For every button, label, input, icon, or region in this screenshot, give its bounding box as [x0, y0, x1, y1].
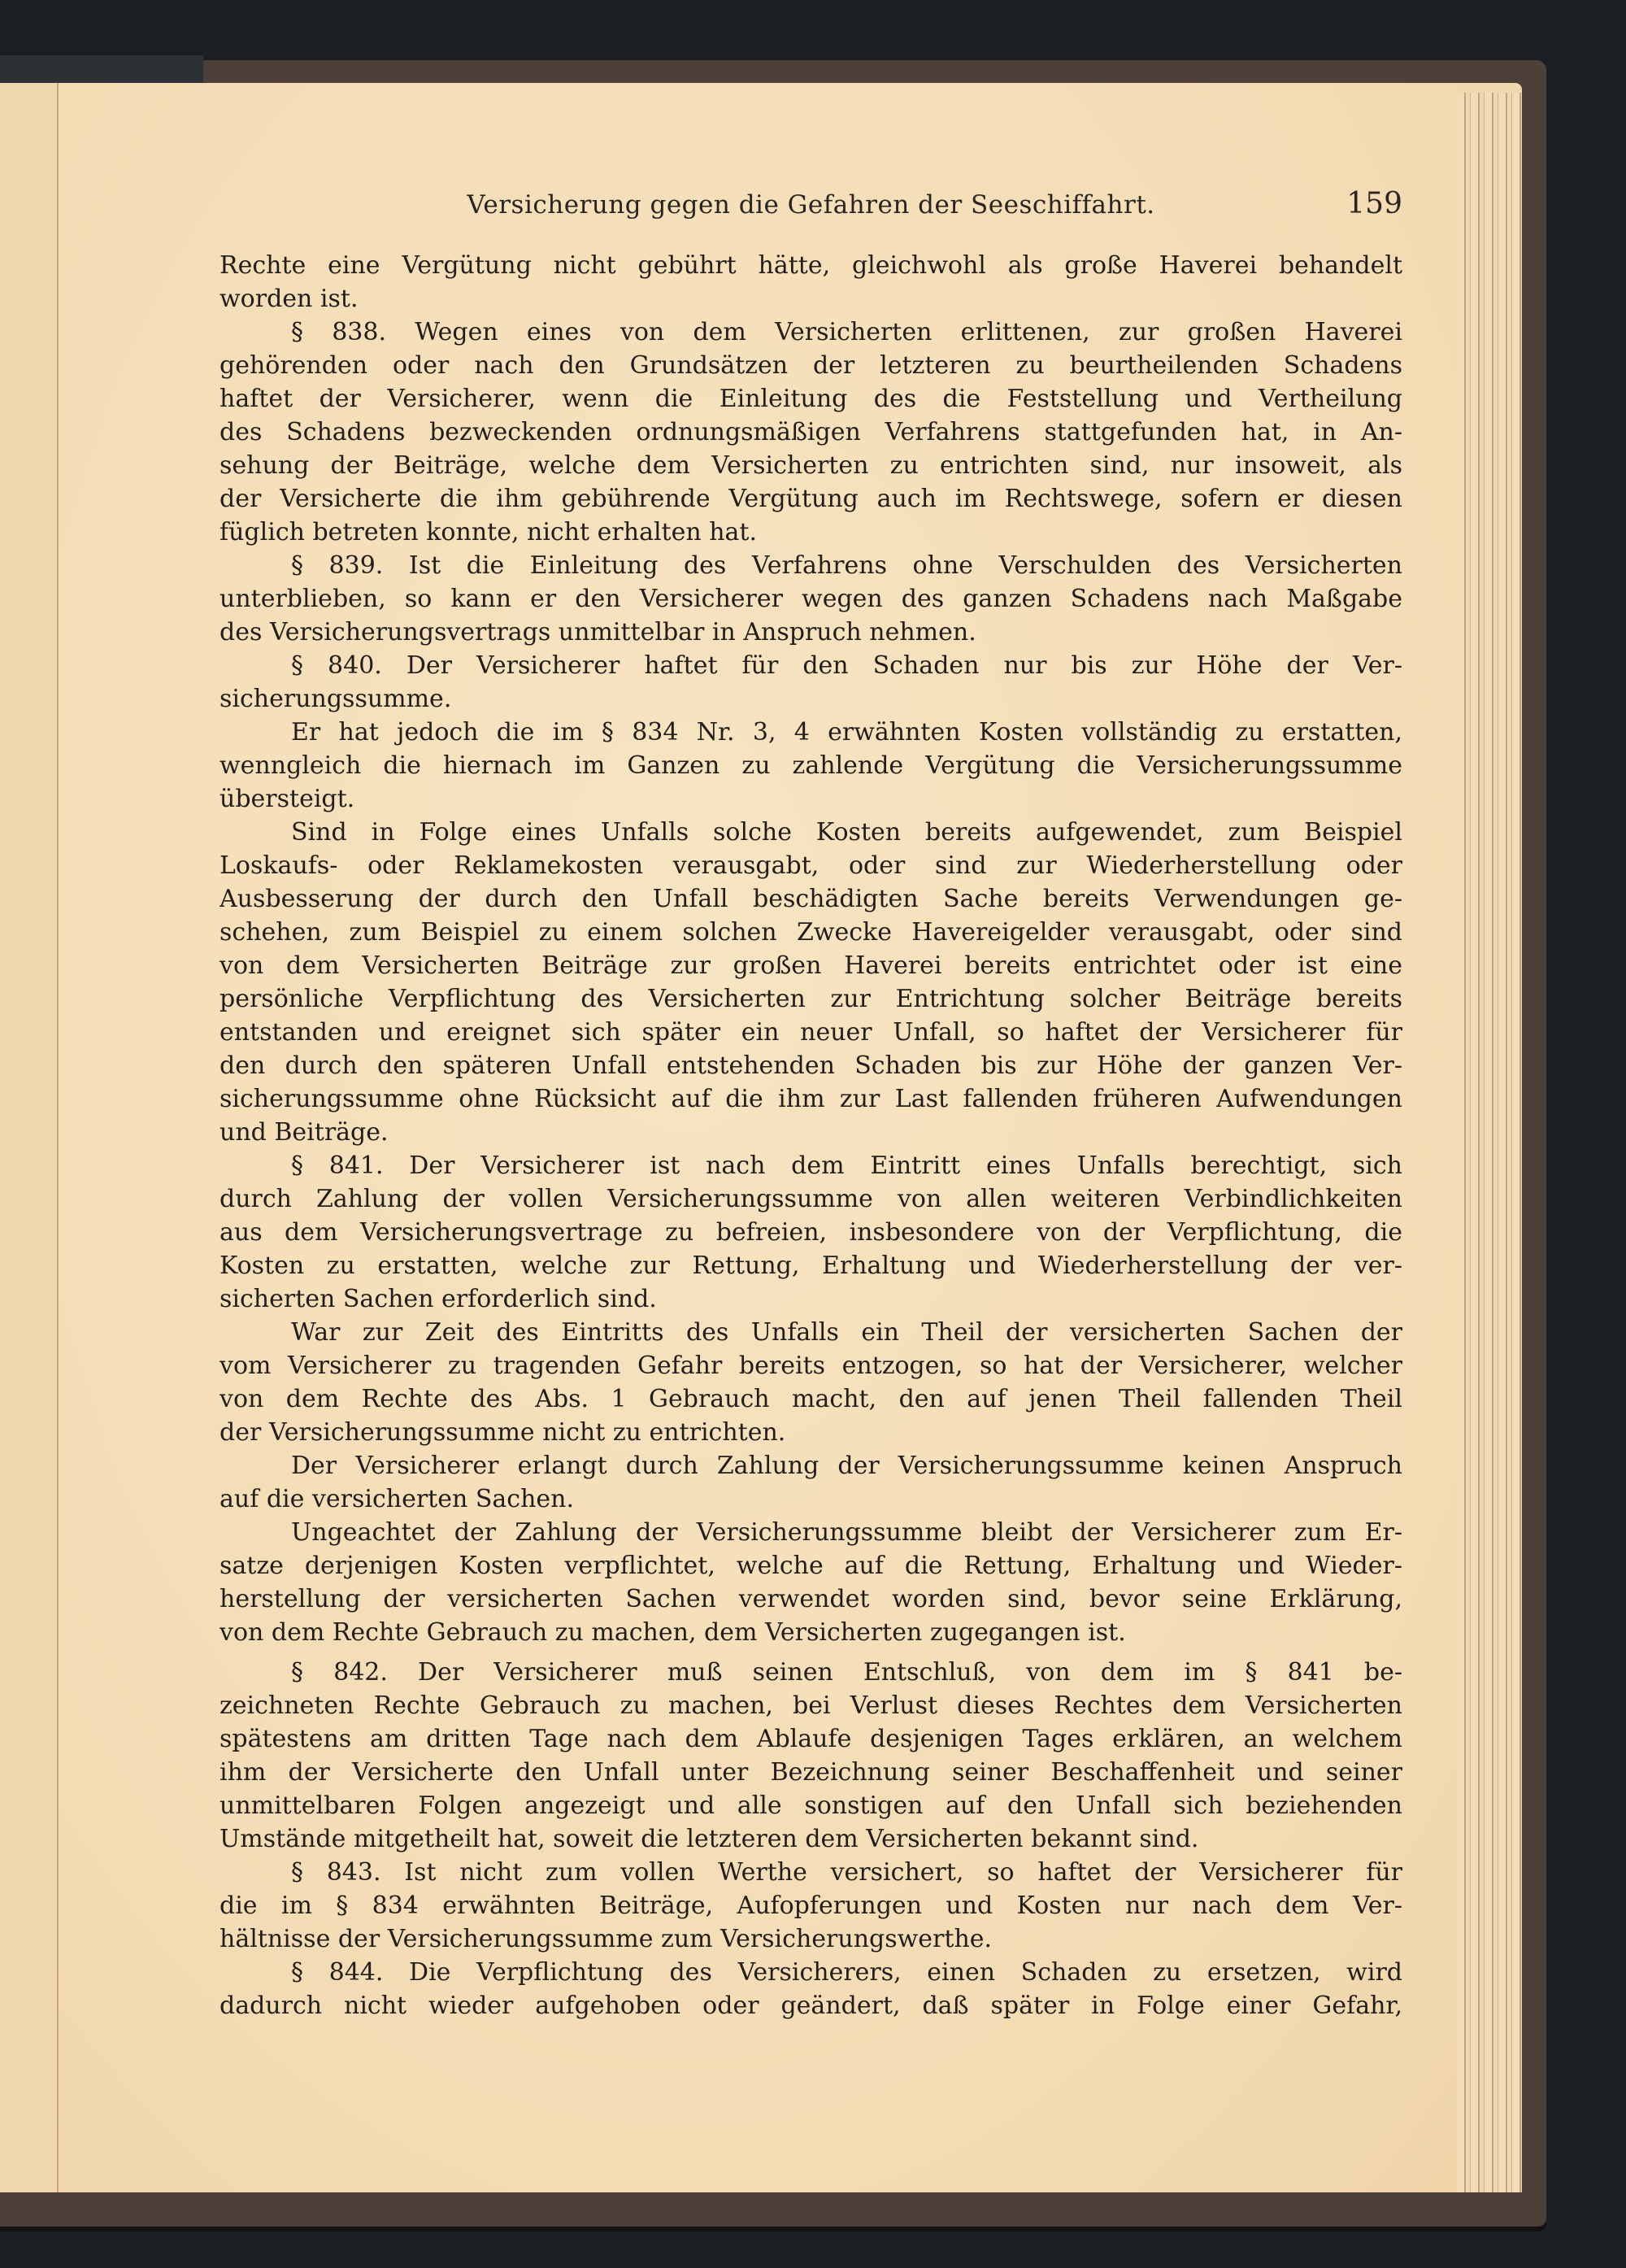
text-line: dadurch nicht wieder aufgehoben oder geändert, daß später in Folge einer Gefahr, — [220, 1992, 1402, 2020]
text-line: vom Versicherer zu tragenden Gefahr bereits entzogen, so hat der Versicherer, welcher — [220, 1352, 1402, 1380]
text-line: den durch den späteren Unfall entstehenden Schaden bis zur Höhe der ganzen Ver- — [220, 1051, 1402, 1080]
text-line: des Versicherungsvertrags unmittelbar in Anspruch nehmen. — [220, 618, 976, 646]
running-title: Versicherung gegen die Gefahren der Seeschiffahrt. — [467, 190, 1155, 220]
text-line: Ausbesserung der durch den Unfall beschädigten Sache bereits Verwendungen ge- — [220, 885, 1402, 913]
text-line: Sind in Folge eines Unfalls solche Kosten bereits aufgewendet, zum Beispiel — [291, 818, 1402, 847]
page-number: 159 — [1346, 187, 1402, 220]
book-spine-edge — [0, 55, 203, 85]
text-line: aus dem Versicherungsvertrage zu befreien, insbesondere von der Verpflichtung, die — [220, 1218, 1402, 1247]
text-line: zeichneten Rechte Gebrauch zu machen, bei Verlust dieses Rechtes dem Versicherten — [220, 1691, 1402, 1720]
text-line: gehörenden oder nach den Grundsätzen der letzteren zu beurtheilenden Schadens — [220, 351, 1402, 380]
text-line: Umstände mitgetheilt hat, soweit die letzteren dem Versicherten bekannt sind. — [220, 1825, 1199, 1853]
paragraph-gap — [220, 1649, 1402, 1656]
text-line: übersteigt. — [220, 785, 355, 813]
text-line: schehen, zum Beispiel zu einem solchen Zwecke Havereigelder verausgabt, oder sind — [220, 918, 1402, 947]
text-line: durch Zahlung der vollen Versicherungssumme von allen weiteren Verbindlichkeiten — [220, 1185, 1402, 1213]
text-line: wenngleich die hiernach im Ganzen zu zahlende Vergütung die Versicherungssumme — [220, 751, 1402, 780]
text-line: unmittelbaren Folgen angezeigt und alle sonstigen auf den Unfall sich beziehenden — [220, 1791, 1402, 1820]
text-line: Der Versicherer erlangt durch Zahlung der Versicherungssumme keinen Anspruch — [291, 1452, 1402, 1480]
page-header — [220, 184, 1402, 224]
text-line: § 839. Ist die Einleitung des Verfahrens ohne Verschulden des Versicherten — [291, 551, 1402, 580]
text-line: § 842. Der Versicherer muß seinen Entschluß, von dem im § 841 be- — [291, 1658, 1402, 1687]
text-line: § 844. Die Verpflichtung des Versicherers, einen Schaden zu ersetzen, wird — [291, 1958, 1402, 1987]
text-line: haftet der Versicherer, wenn die Einleitung des die Feststellung und Vertheilung — [220, 385, 1402, 413]
text-line: § 838. Wegen eines von dem Versicherten erlittenen, zur großen Haverei — [291, 318, 1402, 346]
text-line: von dem Versicherten Beiträge zur großen Haverei bereits entrichtet oder ist eine — [220, 951, 1402, 980]
text-line: sehung der Beiträge, welche dem Versicherten zu entrichten sind, nur insoweit, als — [220, 451, 1402, 480]
text-line: sicherungssumme ohne Rücksicht auf die ihm zur Last fallenden früheren Aufwendungen — [220, 1085, 1402, 1113]
text-line: hältnisse der Versicherungssumme zum Versicherungswerthe. — [220, 1925, 993, 1953]
text-line: § 841. Der Versicherer ist nach dem Eintritt eines Unfalls berechtigt, sich — [291, 1151, 1402, 1180]
text-line: spätestens am dritten Tage nach dem Ablaufe desjenigen Tages erklären, an welchem — [220, 1725, 1402, 1753]
text-line: Er hat jedoch die im § 834 Nr. 3, 4 erwähnten Kosten vollständig zu erstatten, — [291, 718, 1402, 747]
text-line: unterblieben, so kann er den Versicherer wegen des ganzen Schadens nach Maßgabe — [220, 585, 1402, 613]
text-line: füglich betreten konnte, nicht erhalten hat. — [220, 518, 758, 546]
text-line: auf die versicherten Sachen. — [220, 1485, 575, 1513]
text-line: persönliche Verpflichtung des Versicherten zur Entrichtung solcher Beiträge bereits — [220, 985, 1402, 1013]
text-line: Rechte eine Vergütung nicht gebührt hätte, gleichwohl als große Haverei behandelt — [220, 251, 1402, 280]
text-line: entstanden und ereignet sich später ein neuer Unfall, so haftet der Versicherer für — [220, 1018, 1402, 1047]
page-block-edges — [1457, 93, 1522, 2192]
text-line: des Schadens bezweckenden ordnungsmäßigen Verfahrens stattgefunden hat, in An- — [220, 418, 1402, 446]
text-line: § 840. Der Versicherer haftet für den Schaden nur bis zur Höhe der Ver- — [291, 651, 1402, 680]
text-line: sicherungssumme. — [220, 685, 452, 713]
text-line: worden ist. — [220, 285, 359, 313]
page-body-text — [220, 249, 1402, 2022]
text-line: Kosten zu erstatten, welche zur Rettung, Erhaltung und Wiederherstellung der ver- — [220, 1252, 1402, 1280]
text-line: Loskaufs- oder Reklamekosten verausgabt, oder sind zur Wiederherstellung oder — [220, 851, 1402, 880]
text-line: von dem Rechte des Abs. 1 Gebrauch macht, den auf jenen Theil fallenden Theil — [220, 1385, 1402, 1413]
text-line: ihm der Versicherte den Unfall unter Bezeichnung seiner Beschaffenheit und seiner — [220, 1758, 1402, 1787]
text-line: die im § 834 erwähnten Beiträge, Aufopferungen und Kosten nur nach dem Ver- — [220, 1891, 1402, 1920]
text-line: von dem Rechte Gebrauch zu machen, dem Versicherten zugegangen ist. — [220, 1618, 1126, 1647]
text-line: War zur Zeit des Eintritts des Unfalls ein Theil der versicherten Sachen der — [291, 1318, 1402, 1347]
text-line: § 843. Ist nicht zum vollen Werthe versichert, so haftet der Versicherer für — [291, 1858, 1402, 1887]
text-line: satze derjenigen Kosten verpflichtet, welche auf die Rettung, Erhaltung und Wieder- — [220, 1552, 1402, 1580]
text-line: der Versicherungssumme nicht zu entrichten. — [220, 1418, 786, 1447]
text-line: Ungeachtet der Zahlung der Versicherungssumme bleibt der Versicherer zum Er- — [291, 1518, 1402, 1547]
previous-page-edge — [0, 83, 59, 2192]
text-line: und Beiträge. — [220, 1118, 389, 1147]
text-line: der Versicherte die ihm gebührende Vergütung auch im Rechtswege, sofern er diesen — [220, 485, 1402, 513]
text-line: herstellung der versicherten Sachen verwendet worden sind, bevor seine Erklärung, — [220, 1585, 1402, 1613]
text-line: sicherten Sachen erforderlich sind. — [220, 1285, 657, 1313]
